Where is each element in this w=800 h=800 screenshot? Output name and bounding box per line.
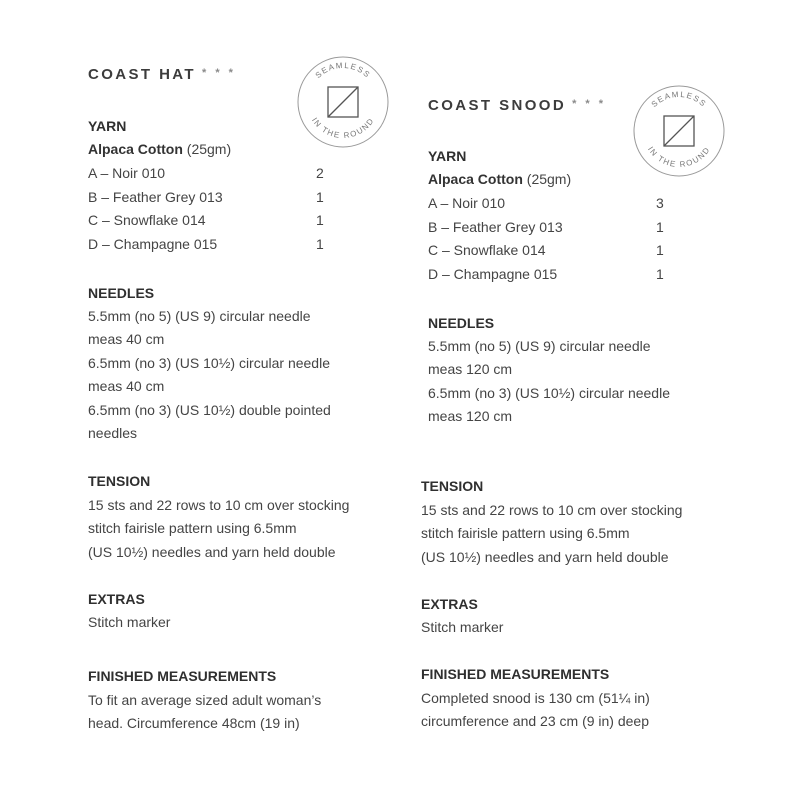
yarn-color-name: B – Feather Grey 013 [428, 219, 563, 235]
hat-yarn-row [88, 212, 338, 234]
hat-needles-line: meas 40 cm [88, 331, 165, 347]
hat-yarn-brand: Alpaca Cotton [88, 141, 183, 157]
snood-tension-line: stitch fairisle pattern using 6.5mm [421, 525, 630, 541]
snood-yarn-brand: Alpaca Cotton [428, 171, 523, 187]
seamless-in-the-round-badge-icon [631, 83, 727, 179]
snood-difficulty-stars: * * * [572, 98, 607, 110]
hat-needles-heading: NEEDLES [88, 285, 155, 301]
snood-extras-heading: EXTRAS [421, 596, 478, 612]
seamless-in-the-round-badge-icon [295, 54, 391, 150]
badge-bottom-text: IN THE ROUND [309, 115, 377, 141]
svg-text:IN THE ROUND [646, 145, 712, 169]
hat-yarn-row [88, 189, 338, 211]
yarn-quantity: 2 [316, 165, 324, 181]
yarn-quantity: 3 [656, 195, 664, 211]
badge-top-text: SEAMLESS [649, 89, 709, 110]
yarn-quantity: 1 [316, 212, 324, 228]
hat-needles-line: 5.5mm (no 5) (US 9) circular needle [88, 308, 311, 324]
yarn-color-name: C – Snowflake 014 [428, 242, 546, 258]
hat-measurements-heading: FINISHED MEASUREMENTS [88, 668, 277, 684]
snood-yarn-row [428, 195, 678, 217]
hat-measurements-line: To fit an average sized adult woman’s [88, 692, 322, 708]
snood-needles-heading: NEEDLES [428, 315, 495, 331]
hat-title [88, 66, 236, 83]
hat-needles-line: 6.5mm (no 3) (US 10½) double pointed [88, 402, 331, 418]
snood-needles-line: meas 120 cm [428, 361, 513, 377]
snood-needles-line: 5.5mm (no 5) (US 9) circular needle [428, 338, 651, 354]
snood-yarn-type [428, 171, 571, 187]
hat-tension-line: (US 10½) needles and yarn held double [88, 544, 336, 560]
hat-extras-heading: EXTRAS [88, 591, 145, 607]
hat-yarn-row [88, 236, 338, 258]
yarn-color-name: D – Champagne 015 [88, 236, 218, 252]
badge-bottom-text: IN THE ROUND [645, 144, 713, 170]
yarn-quantity: 1 [656, 219, 664, 235]
snood-yarn-row [428, 219, 678, 241]
yarn-color-name: A – Noir 010 [88, 165, 166, 181]
hat-title-text: COAST HAT [88, 66, 196, 83]
hat-needles-line: 6.5mm (no 3) (US 10½) circular needle [88, 355, 330, 371]
yarn-quantity: 1 [656, 242, 664, 258]
hat-measurements-line: head. Circumference 48cm (19 in) [88, 715, 300, 731]
svg-text:SEAMLESS [314, 61, 373, 80]
snood-tension-line: (US 10½) needles and yarn held double [421, 549, 669, 565]
svg-text:IN THE ROUND [310, 116, 376, 140]
snood-yarn-weight: (25gm) [522, 171, 572, 187]
snood-needles-line: 6.5mm (no 3) (US 10½) circular needle [428, 385, 670, 401]
yarn-quantity: 1 [316, 236, 324, 252]
yarn-color-name: B – Feather Grey 013 [88, 189, 223, 205]
hat-difficulty-stars: * * * [201, 67, 236, 79]
snood-yarn-row [428, 242, 678, 264]
yarn-color-name: A – Noir 010 [428, 195, 506, 211]
hat-yarn-row [88, 165, 338, 187]
yarn-color-name: C – Snowflake 014 [88, 212, 206, 228]
svg-text:SEAMLESS [650, 90, 709, 109]
snood-extras-line: Stitch marker [421, 619, 504, 635]
snood-yarn-row [428, 266, 678, 288]
hat-tension-heading: TENSION [88, 473, 151, 489]
hat-tension-line: 15 sts and 22 rows to 10 cm over stocking [88, 497, 350, 513]
hat-yarn-weight: (25gm) [182, 141, 232, 157]
hat-needles-line: needles [88, 425, 138, 441]
hat-extras-line: Stitch marker [88, 614, 171, 630]
snood-title [428, 97, 606, 114]
snood-measurements-line: circumference and 23 cm (9 in) deep [421, 713, 649, 729]
hat-tension-line: stitch fairisle pattern using 6.5mm [88, 520, 297, 536]
hat-yarn-type [88, 141, 231, 157]
yarn-quantity: 1 [656, 266, 664, 282]
badge-top-text: SEAMLESS [313, 60, 373, 81]
snood-yarn-heading: YARN [428, 148, 467, 164]
yarn-quantity: 1 [316, 189, 324, 205]
snood-tension-heading: TENSION [421, 478, 484, 494]
hat-yarn-heading: YARN [88, 118, 127, 134]
yarn-color-name: D – Champagne 015 [428, 266, 558, 282]
hat-needles-line: meas 40 cm [88, 378, 165, 394]
snood-needles-line: meas 120 cm [428, 408, 513, 424]
snood-measurements-line: Completed snood is 130 cm (51¼ in) [421, 690, 650, 706]
snood-title-text: COAST SNOOD [428, 97, 567, 114]
snood-measurements-heading: FINISHED MEASUREMENTS [421, 666, 610, 682]
snood-tension-line: 15 sts and 22 rows to 10 cm over stocking [421, 502, 683, 518]
